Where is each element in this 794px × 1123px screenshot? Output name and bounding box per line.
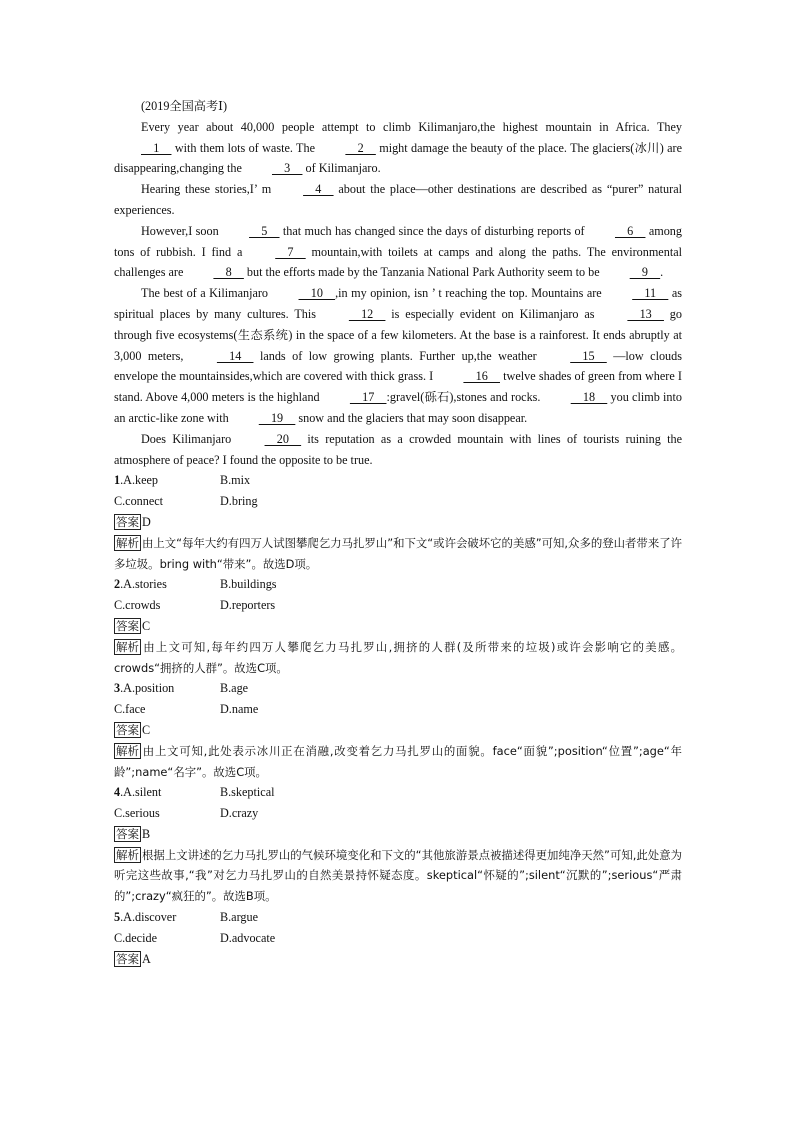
answer-value: A <box>142 951 151 966</box>
passage-text: However,I soon <box>141 223 223 238</box>
option-text: A.silent <box>123 785 162 800</box>
option-d: D.bring <box>220 494 258 509</box>
answer-value: C <box>142 722 151 737</box>
options-row <box>114 928 682 949</box>
question-number: 1 <box>114 473 121 488</box>
options-row <box>114 699 682 720</box>
passage-text: Does Kilimanjaro <box>141 431 238 446</box>
passage-text: but the efforts made by the Tanzania National Park Authority seem to be <box>243 265 603 280</box>
blank-number: 20 <box>264 431 302 446</box>
option-text: A.keep <box>123 473 158 488</box>
question-dot: . <box>120 785 124 800</box>
option-d: D.crazy <box>220 806 259 821</box>
passage-text: snow and the glaciers that may soon disappear. <box>295 410 528 425</box>
passage-text: as spiritual places by many cultures. This <box>114 286 682 321</box>
options-row <box>114 782 682 803</box>
answer-value: C <box>142 618 151 633</box>
answer-label: 答案 <box>116 951 139 966</box>
passage-text: :gravel(砾石),stones and rocks. <box>386 390 544 405</box>
passage-text: The best of a Kilimanjaro <box>141 286 272 301</box>
passage-text: about the place—other destinations are described as “purer” natural experiences. <box>114 182 682 217</box>
passage-text: of Kilimanjaro. <box>302 161 381 176</box>
passage-text: —low clouds envelope the mountainsides,which are covered with thick grass. I <box>114 348 682 384</box>
blank-number: 17 <box>349 390 387 405</box>
answer-line <box>114 512 682 533</box>
passage-text: with them lots of waste. The <box>171 140 319 155</box>
options-row <box>114 470 682 491</box>
passage-text: among tons of rubbish. I find a <box>114 223 682 259</box>
blank-number: 8 <box>213 265 244 280</box>
explanation-text: 根据上文讲述的乞力马扎罗山的气候环境变化和下文的“其他旅游景点被描述得更加纯净天然”可知,此处意为听完这些故事,“我”对乞力马扎罗山的自然美景持怀疑态度。skeptical“怀疑的”;silent“沉默的”;serious“严肃的”;crazy“疯狂的”。故选B项。 <box>114 847 682 904</box>
passage-text: lands of low growing plants. Further up,the weather <box>253 348 544 363</box>
cloze-passage <box>114 117 682 471</box>
option-a <box>114 470 220 491</box>
explain-label: 解析 <box>116 639 139 654</box>
blank-number: 4 <box>303 182 334 197</box>
question-item <box>114 782 682 907</box>
options-row <box>114 803 682 824</box>
blank-number: 14 <box>216 348 254 363</box>
passage-paragraph <box>114 117 682 179</box>
answer-value: D <box>142 514 151 529</box>
option-a <box>114 678 220 699</box>
option-a <box>114 574 220 595</box>
blank-number: 13 <box>627 306 664 321</box>
passage-paragraph <box>114 221 682 283</box>
blank-number: 5 <box>249 223 280 238</box>
option-c: C.serious <box>114 806 160 821</box>
question-number: 3 <box>114 681 121 696</box>
question-number: 4 <box>114 785 121 800</box>
option-d: D.name <box>220 702 259 717</box>
passage-paragraph <box>114 429 682 471</box>
explanation-text: 由上文“每年大约有四万人试图攀爬乞力马扎罗山”和下文“或许会破坏它的美感”可知,众多的登山者带来了许多垃圾。bring with“带来”。故选D项。 <box>114 535 682 571</box>
option-a <box>114 907 220 928</box>
answer-label: 答案 <box>116 722 139 737</box>
explanation-text: 由上文可知,此处表示冰川正在消融,改变着乞力马扎罗山的面貌。face“面貌”;position“位置”;age“年龄”;name“名字”。故选C项。 <box>114 743 682 779</box>
document-content <box>114 96 682 969</box>
blank-number: 18 <box>570 390 608 405</box>
question-number: 2 <box>114 577 121 592</box>
explain-label: 解析 <box>116 535 139 550</box>
blank-number: 11 <box>632 286 669 301</box>
blank-number: 9 <box>629 265 661 280</box>
blank-number: 3 <box>271 161 303 176</box>
passage-text: that much has changed since the days of disturbing reports of <box>279 223 588 238</box>
blank-number: 16 <box>463 369 500 384</box>
answer-value: B <box>142 826 151 841</box>
option-d: D.advocate <box>220 930 276 945</box>
options-row <box>114 678 682 699</box>
explanation <box>114 741 682 783</box>
explanation <box>114 637 682 679</box>
blank-number: 7 <box>275 244 306 259</box>
options-row <box>114 907 682 928</box>
option-c: C.crowds <box>114 598 161 613</box>
option-c: C.connect <box>114 494 164 509</box>
question-dot: . <box>120 910 124 925</box>
option-b: B.age <box>220 681 249 696</box>
option-b: B.argue <box>220 910 259 925</box>
passage-text: is especially evident on Kilimanjaro as <box>385 306 601 321</box>
passage-text: . <box>660 265 664 280</box>
option-text: A.position <box>123 681 175 696</box>
passage-text: you climb into an arctic-like zone with <box>114 390 683 425</box>
answer-label: 答案 <box>116 618 139 633</box>
question-item <box>114 470 682 574</box>
question-item <box>114 907 682 969</box>
explain-label: 解析 <box>116 847 139 862</box>
explain-label: 解析 <box>116 743 139 758</box>
explanation <box>114 845 682 907</box>
passage-paragraph <box>114 179 682 221</box>
question-number: 5 <box>114 910 121 925</box>
question-dot: . <box>120 577 124 592</box>
options-row <box>114 574 682 595</box>
blank-number: 6 <box>614 223 646 238</box>
option-b: B.buildings <box>220 577 277 592</box>
blank-number: 1 <box>141 140 172 155</box>
option-text: A.discover <box>123 910 177 925</box>
passage-text: ,in my opinion, isn ’ t reaching the top. Mountains are <box>335 286 606 301</box>
blank-number: 12 <box>348 306 386 321</box>
explanation <box>114 533 682 575</box>
explanation-text: 由上文可知,每年约四万人攀爬乞力马扎罗山,拥挤的人群(及所带来的垃圾)或许会影响它的美感。crowds“拥挤的人群”。故选C项。 <box>114 639 682 675</box>
option-c: C.decide <box>114 930 157 945</box>
answer-label: 答案 <box>116 826 139 841</box>
blank-number: 15 <box>570 348 607 363</box>
answer-line <box>114 949 682 970</box>
passage-text: its reputation as a crowded mountain with lines of tourists ruining the atmosphere of peace? I found the opposite to be true. <box>114 431 682 467</box>
answer-label: 答案 <box>116 514 139 529</box>
answer-line <box>114 616 682 637</box>
blank-number: 19 <box>258 410 296 425</box>
blank-number: 10 <box>298 286 336 301</box>
options-row <box>114 595 682 616</box>
answer-line <box>114 720 682 741</box>
option-a <box>114 782 220 803</box>
blank-number: 2 <box>345 140 376 155</box>
passage-text: might damage the beauty of the place. The glaciers(冰川) are disappearing,changing the <box>114 140 682 176</box>
question-list <box>114 470 682 969</box>
options-row <box>114 491 682 512</box>
passage-text: Every year about 40,000 people attempt to climb Kilimanjaro,the highest mountain in Africa. They <box>141 119 682 134</box>
answer-line <box>114 824 682 845</box>
passage-text: twelve shades of green from where I stand. Above 4,000 meters is the highland <box>114 369 682 405</box>
exam-source: (2019全国高考Ⅰ) <box>141 99 228 113</box>
question-dot: . <box>120 473 124 488</box>
option-text: A.stories <box>123 577 167 592</box>
passage-text: Hearing these stories,I’ m <box>141 182 277 197</box>
option-d: D.reporters <box>220 598 276 613</box>
passage-text: go through five ecosystems(生态系统) in the space of a few kilometers. At the base is a rainforest. It ends abruptly at 3,000 meters, <box>114 306 682 363</box>
option-c: C.face <box>114 702 146 717</box>
question-dot: . <box>120 681 124 696</box>
option-b: B.mix <box>220 473 251 488</box>
question-item <box>114 678 682 782</box>
option-b: B.skeptical <box>220 785 275 800</box>
question-item <box>114 574 682 678</box>
passage-text: mountain,with toilets at camps and along the paths. The environmental challenges are <box>114 244 682 280</box>
passage-paragraph <box>114 283 682 429</box>
